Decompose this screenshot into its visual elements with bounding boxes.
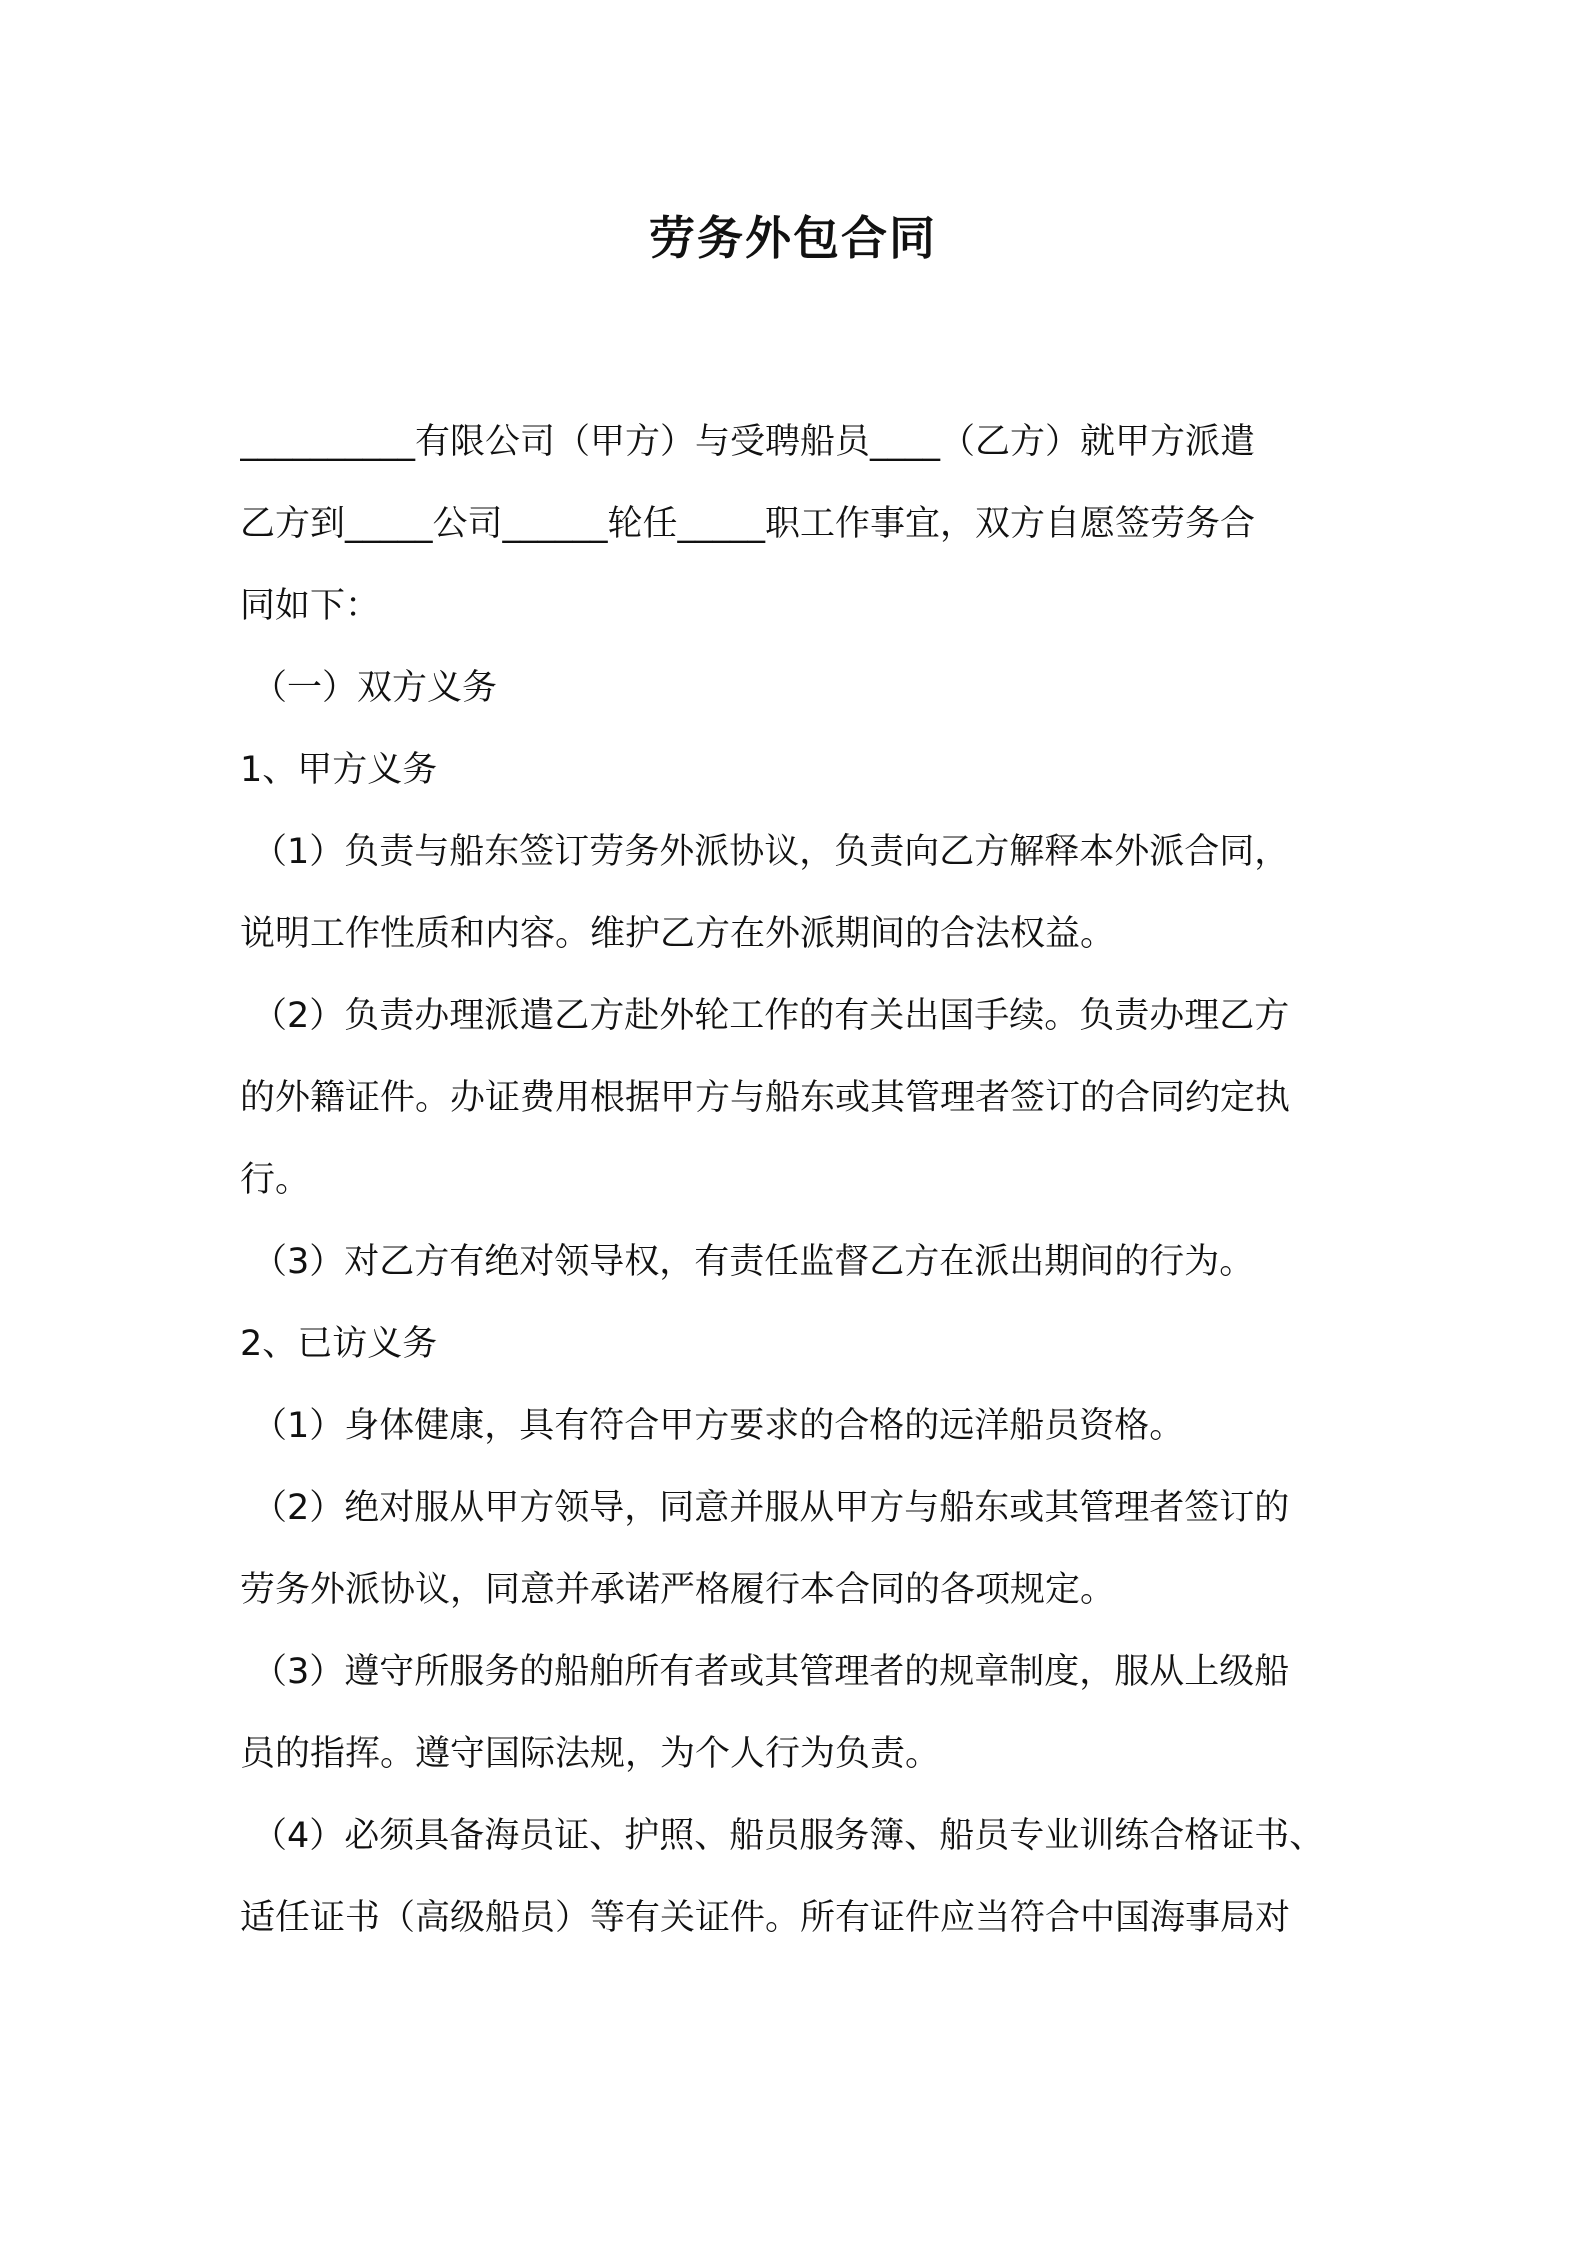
- section-heading-mutual-obligations: （一）双方义务: [252, 668, 498, 708]
- clause-b4-line-1: （4）必须具备海员证、护照、船员服务簿、船员专业训练合格证书、: [252, 1816, 1325, 1856]
- clause-a2-line-3: 行。: [240, 1160, 311, 1200]
- subheading-party-b-obligations: 2、已访义务: [240, 1324, 438, 1364]
- clause-b3-line-2: 员的指挥。遵守国际法规，为个人行为负责。: [240, 1734, 941, 1774]
- clause-b1-line-1: （1）身体健康，具有符合甲方要求的合格的远洋船员资格。: [252, 1406, 1185, 1446]
- clause-b2-line-2: 劳务外派协议，同意并承诺严格履行本合同的各项规定。: [240, 1570, 1116, 1610]
- clause-a3-line-1: （3）对乙方有绝对领导权，有责任监督乙方在派出期间的行为。: [252, 1242, 1255, 1282]
- document-title: 劳务外包合同: [649, 211, 937, 265]
- clause-a1-line-1: （1）负责与船东签订劳务外派协议，负责向乙方解释本外派合同，: [252, 832, 1290, 872]
- clause-b2-line-1: （2）绝对服从甲方领导，同意并服从甲方与船东或其管理者签订的: [252, 1488, 1290, 1528]
- contract-intro-line-1: __________有限公司（甲方）与受聘船员____（乙方）就甲方派遣: [240, 422, 1256, 462]
- clause-a2-line-2: 的外籍证件。办证费用根据甲方与船东或其管理者签订的合同约定执: [240, 1078, 1291, 1118]
- clause-a2-line-1: （2）负责办理派遣乙方赴外轮工作的有关出国手续。负责办理乙方: [252, 996, 1290, 1036]
- clause-b4-line-2: 适任证书（高级船员）等有关证件。所有证件应当符合中国海事局对: [240, 1898, 1291, 1938]
- contract-intro-line-3: 同如下：: [240, 586, 381, 626]
- clause-b3-line-1: （3）遵守所服务的船舶所有者或其管理者的规章制度，服从上级船: [252, 1652, 1290, 1692]
- subheading-party-a-obligations: 1、甲方义务: [240, 750, 438, 790]
- contract-intro-line-2: 乙方到_____公司______轮任_____职工作事宜，双方自愿签劳务合: [240, 504, 1256, 544]
- clause-a1-line-2: 说明工作性质和内容。维护乙方在外派期间的合法权益。: [240, 914, 1116, 954]
